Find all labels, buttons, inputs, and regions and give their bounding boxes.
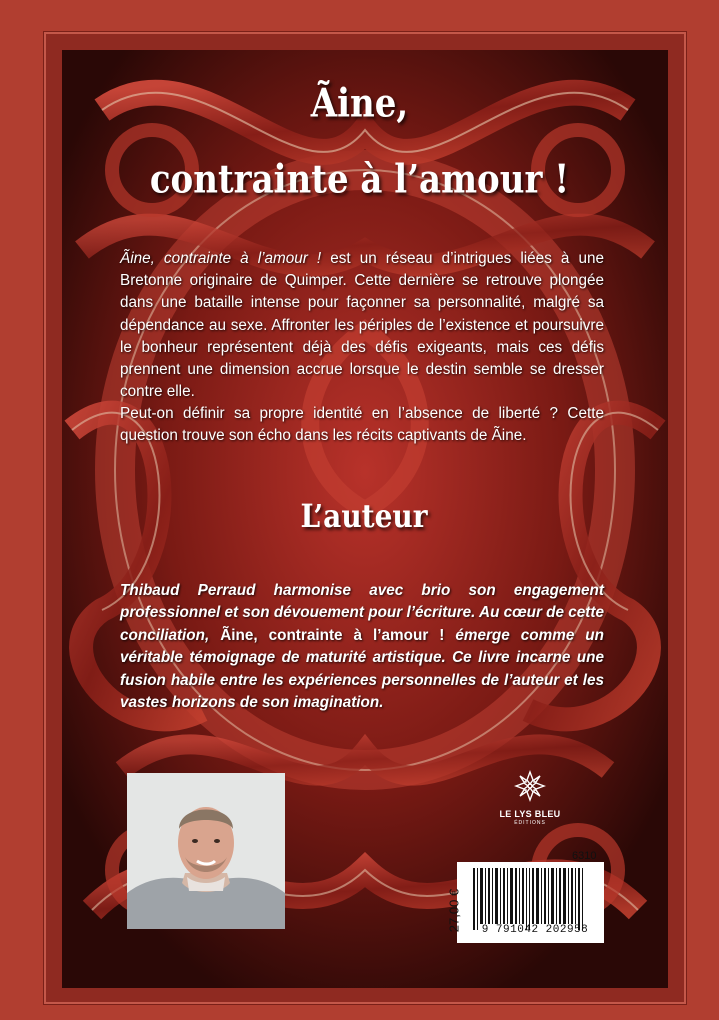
book-title-line-1: Ãine, bbox=[310, 81, 409, 127]
author-portrait-image bbox=[127, 773, 285, 929]
catalog-code: 6310 bbox=[572, 850, 597, 862]
author-heading: L’auteur bbox=[300, 498, 428, 535]
summary-paragraph bbox=[120, 248, 604, 403]
isbn-number: 9 791042 202958 bbox=[481, 924, 589, 936]
price-label: 27,00 € bbox=[446, 888, 462, 933]
publisher-subtitle: ÉDITIONS bbox=[514, 820, 546, 826]
author-bio-part-1: Thibaud Perraud harmonise avec brio son engagement professionnel et son dévouement pour l’écriture. Au cœur de cette conciliation, bbox=[120, 582, 604, 644]
lys-flower-icon bbox=[514, 770, 546, 802]
publisher-name: LE LYS BLEU bbox=[499, 809, 561, 819]
summary-question: Peut-on définir sa propre identité en l’absence de liberté ? Cette question trouve son écho dans les récits captivants de Ãine. bbox=[120, 405, 604, 445]
summary-title-italic: Ãine, contrainte à l’amour ! bbox=[120, 250, 322, 267]
author-bio-book-title: Ãine, contrainte à l’amour ! bbox=[220, 626, 445, 644]
author-bio bbox=[120, 580, 604, 714]
book-title-line-2: contrainte à l’amour ! bbox=[149, 157, 570, 203]
publisher-logo bbox=[492, 770, 568, 830]
author-bio-part-2: émerge comme un véritable témoignage de maturité artistique. Ce livre incarne une fusion habile entre les expériences personnelles de l’auteur et les vastes horizons de son imagination. bbox=[120, 626, 604, 712]
summary-text: est un réseau d’intrigues liées à une Bretonne originaire de Quimper. Cette dernière se retrouve plongée dans une bataille intense pour façonner sa personnalité, malgré sa dépendance au sexe. Affronter les périples de l’existence et poursuivre le bonheur représentent déjà des défis exigeants, mais ces défis prennent une dimension accrue lorsque le destin semble se dresser contre elle. bbox=[120, 250, 604, 401]
author-photo bbox=[127, 773, 285, 929]
